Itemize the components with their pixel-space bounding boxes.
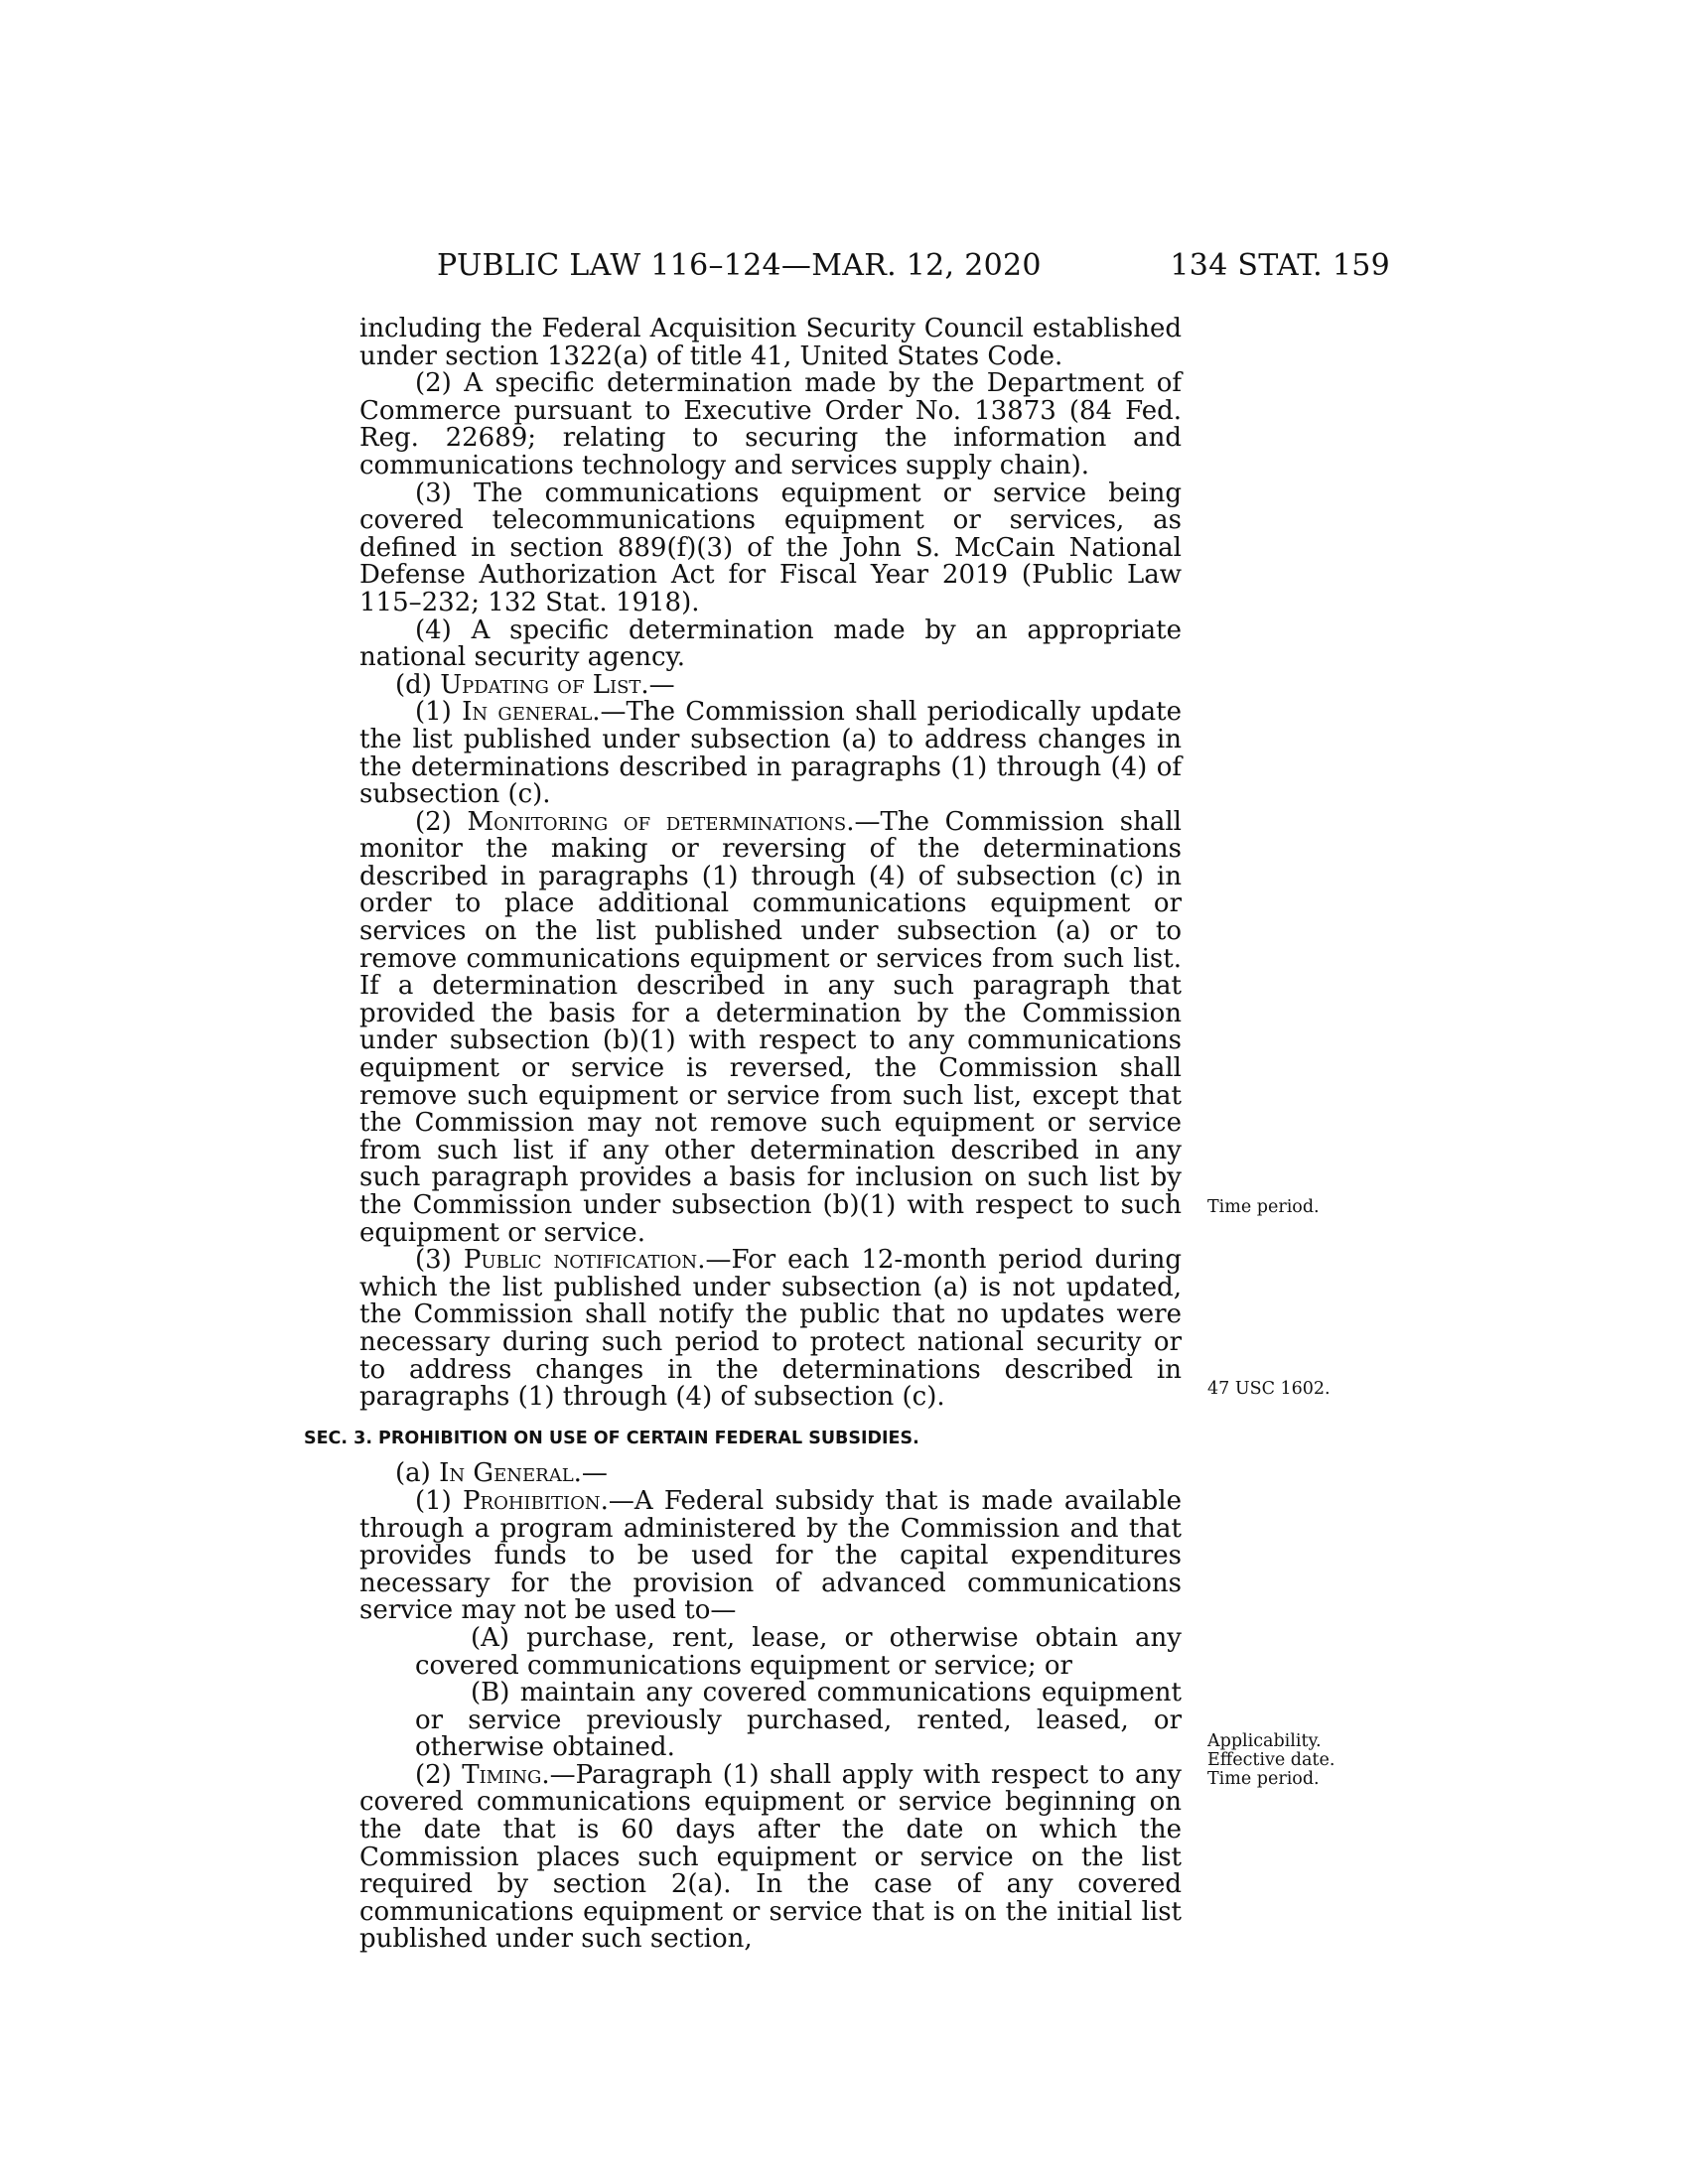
subparagraph-aB: (B) maintain any covered communications equipment or service previously purchased, rented, leased, or otherwise obtained. (415, 1678, 1182, 1763)
paragraph-continuation: including the Federal Acquisition Security Council established under section 1322(a) of title 41, United States Code. (359, 314, 1182, 371)
statute-body (304, 314, 1183, 1955)
section-3-heading: SEC. 3. PROHIBITION ON USE OF CERTAIN FEDERAL SUBSIDIES. (304, 1428, 919, 1448)
paragraph-c2: (2) A specific determination made by the Department of Commerce pursuant to Executive Order No. 13873 (84 Fed. Reg. 22689; relating to securing the information and communications technology and services supply chain). (359, 368, 1182, 480)
paragraph-c4: (4) A specific determination made by an appropriate national security agency. (359, 614, 1182, 673)
margin-note-time-period: Time period. (1207, 1197, 1320, 1217)
paragraph-d3: (3) Public notification.—For each 12-month period during which the list published under subsection (a) is not updated, the Commission shall notify the public that no updates were necessary during such period to protect national security or to address changes in the determinations described in paragraphs (1) through (4) of subsection (c). (359, 1245, 1183, 1413)
paragraph-d1: (1) In general.—The Commission shall periodically update the list published under subsection (a) to address changes in the determinations described in paragraphs (1) through (4) of subsection (c). (359, 697, 1182, 810)
margin-note-usc-citation: 47 USC 1602. (1207, 1379, 1331, 1399)
paragraph-c3: (3) The communications equipment or service being covered telecommunications equipment or services, as defined in section 889(f)(3) of the John S. McCain National Defense Authorization Act for Fiscal Year 2019 (Public Law 115–232; 132 Stat. 1918). (359, 478, 1182, 617)
paragraph-a1: (1) Prohibition.—A Federal subsidy that is made available through a program administered by the Commission and that provides funds to be used for the capital expenditures necessary for the provision of advanced communications service may not be used to— (359, 1485, 1182, 1626)
subsection-a-heading: (a) In General.— (395, 1458, 608, 1489)
margin-note-applicability: Applicability. Effective date. Time period. (1207, 1731, 1336, 1789)
running-header (437, 248, 1390, 288)
paragraph-d2: (2) Monitoring of determinations.—The Commission shall monitor the making or reversing of the determinations described in paragraphs (1) through (4) of subsection (c) in order to place additional communications equipment or services on the list published under subsection (a) or to remove communications equipment or services from such list. If a determination described in any such paragraph that provided the basis for a determination by the Commission under subsection (b)(1) with respect to any communications equipment or service is reversed, the Commission shall remove such equipment or service from such list, except that the Commission may not remove such equipment or service from such list if any other determination described in any such paragraph provides a basis for inclusion on such list by the Commission under subsection (b)(1) with respect to such equipment or service. (359, 806, 1183, 1248)
header-title: PUBLIC LAW 116–124—MAR. 12, 2020 (437, 248, 1042, 283)
subparagraph-aA: (A) purchase, rent, lease, or otherwise obtain any covered communications equipment or service; or (415, 1622, 1182, 1681)
subsection-d-heading: (d) Updating of List.— (395, 669, 675, 700)
paragraph-a2: (2) Timing.—Paragraph (1) shall apply with respect to any covered communications equipment or service beginning on the date that is 60 days after the date on which the Commission places such equipment or service on the list required by section 2(a). In the case of any covered communications equipment or service that is on the initial list published under such section, (359, 1759, 1182, 1955)
header-page-number: 134 STAT. 159 (1170, 248, 1390, 283)
